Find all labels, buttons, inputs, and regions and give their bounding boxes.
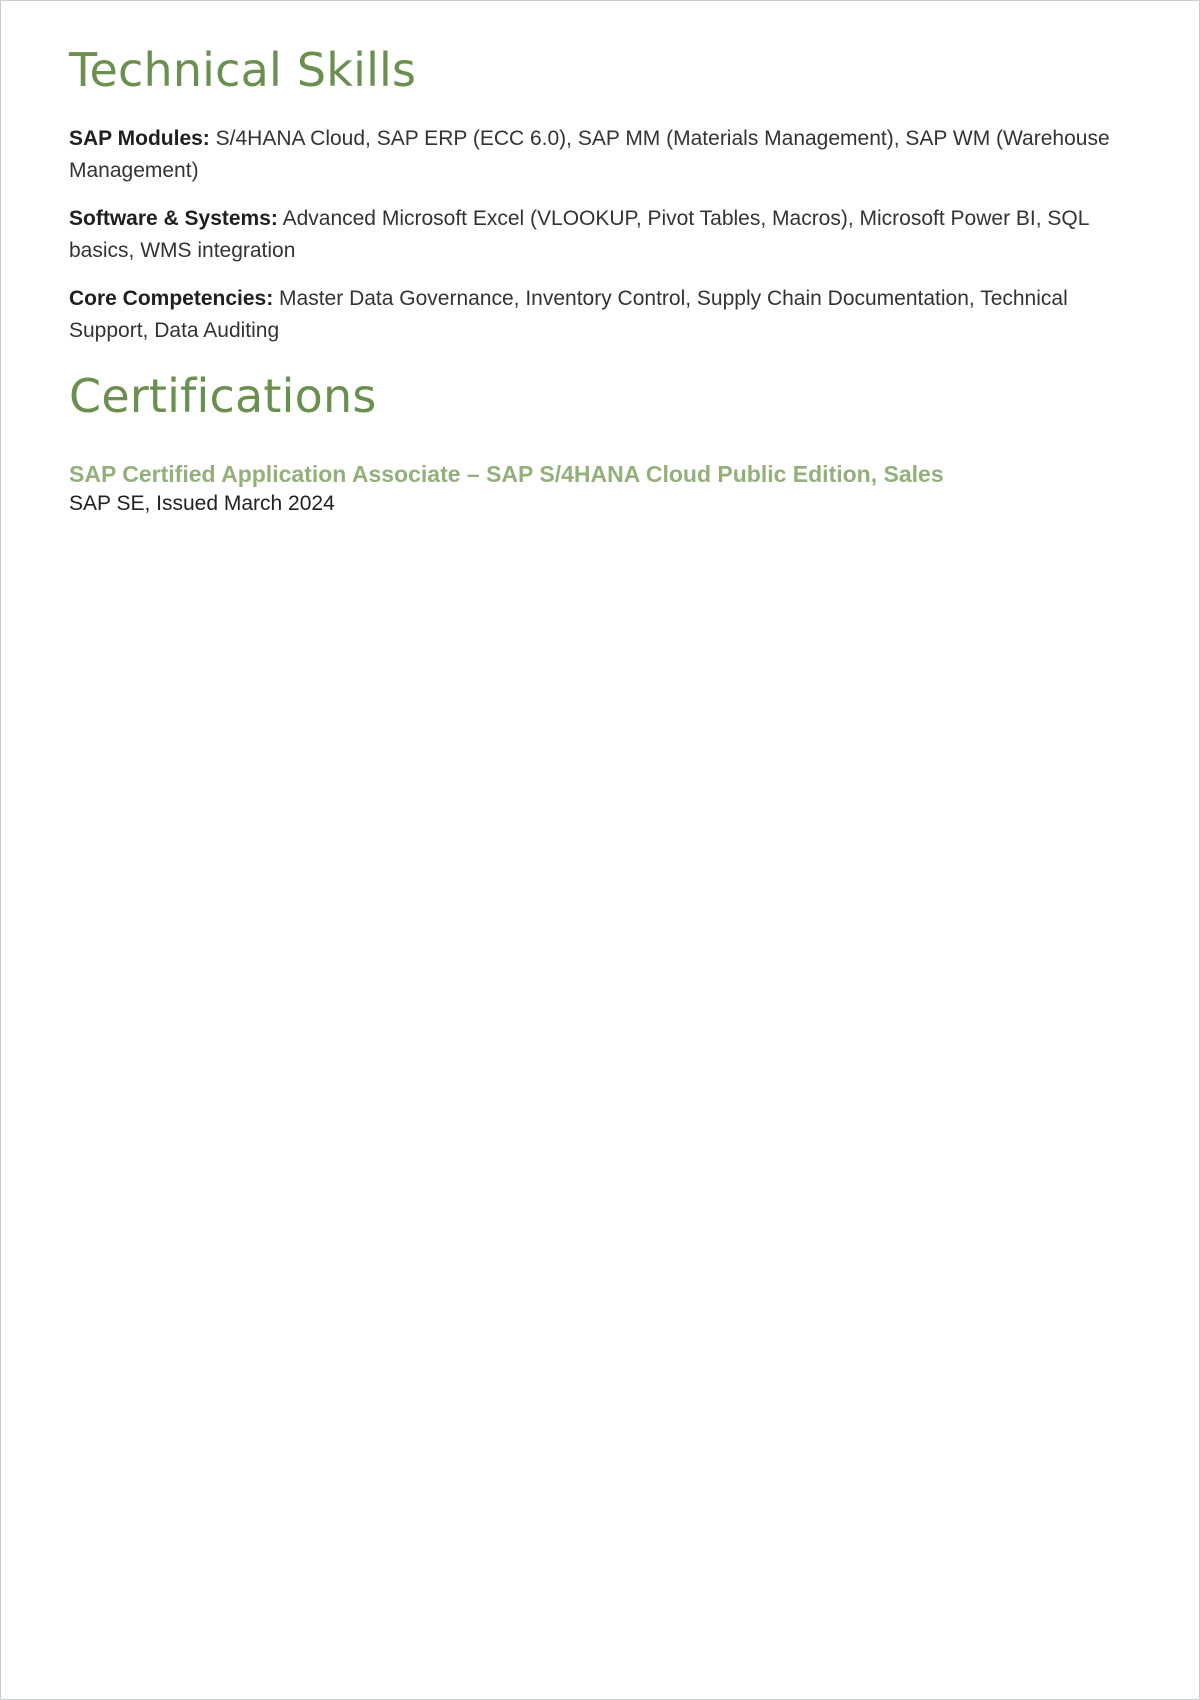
section-heading-certifications: Certifications <box>69 369 377 423</box>
certification-item <box>69 459 1131 519</box>
skill-label: Core Competencies: <box>69 287 274 310</box>
certifications-section <box>69 363 1131 519</box>
skill-text: Master Data Governance, Inventory Control, Supply Chain Documentation, Technical Support, Data Auditing <box>69 287 1068 342</box>
skill-text: S/4HANA Cloud, SAP ERP (ECC 6.0), SAP MM (Materials Management), SAP WM (Warehouse Management) <box>69 127 1110 182</box>
skill-label: SAP Modules: <box>69 127 210 150</box>
skill-item-core-competencies <box>69 283 1131 347</box>
skill-text: Advanced Microsoft Excel (VLOOKUP, Pivot Tables, Macros), Microsoft Power BI, SQL basics, WMS integration <box>69 207 1089 262</box>
section-heading-technical-skills: Technical Skills <box>69 43 417 97</box>
technical-skills-section <box>69 37 1131 347</box>
skills-list <box>69 123 1131 347</box>
skill-label: Software & Systems: <box>69 207 278 230</box>
skill-item-sap-modules <box>69 123 1131 187</box>
skill-item-software-systems <box>69 203 1131 267</box>
page-content <box>69 37 1131 519</box>
certification-title: SAP Certified Application Associate – SAP S/4HANA Cloud Public Edition, Sales <box>69 461 944 487</box>
certification-issuer: SAP SE, Issued March 2024 <box>69 492 335 515</box>
